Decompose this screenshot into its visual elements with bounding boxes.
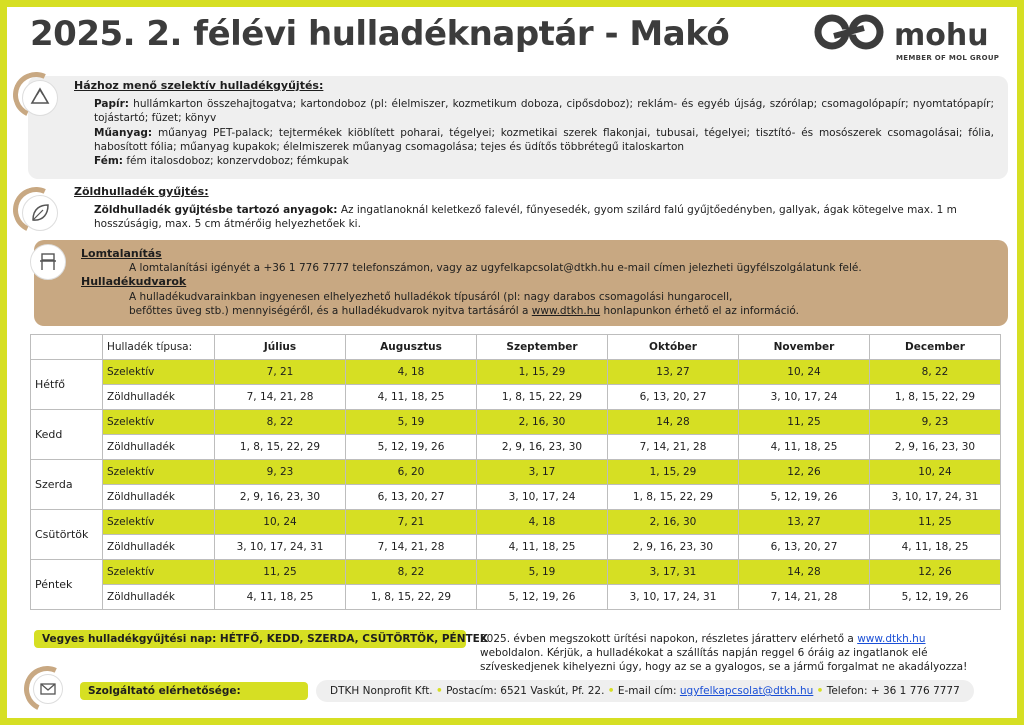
- table-row-selective: [31, 510, 1001, 535]
- selective-dates-cell: 2, 16, 30: [608, 510, 739, 535]
- fem-text: fém italosdoboz; konzervdoboz; fémkupak: [126, 155, 349, 168]
- green-dates-cell: 1, 8, 15, 22, 29: [870, 385, 1001, 410]
- contact-label: Szolgáltató elérhetősége:: [80, 682, 308, 700]
- month-header: Augusztus: [346, 335, 477, 360]
- green-dates-cell: 4, 11, 18, 25: [870, 535, 1001, 560]
- green-dates-cell: 2, 9, 16, 23, 30: [477, 435, 608, 460]
- green-dates-cell: 4, 11, 18, 25: [739, 435, 870, 460]
- logo-subtitle: MEMBER OF MOL GROUP: [896, 54, 1000, 62]
- selective-dates-cell: 10, 24: [215, 510, 346, 535]
- table-row-green: [31, 535, 1001, 560]
- month-header: Július: [215, 335, 346, 360]
- table-row-green: [31, 585, 1001, 610]
- contact-bar: DTKH Nonprofit Kft. • Postacím: 6521 Vaskút, Pf. 22. • E-mail cím: ugyfelkapcsolat@dtkh.hu • Telefon: + 36 1 776 7777: [316, 680, 974, 702]
- green-dates-cell: 1, 8, 15, 22, 29: [346, 585, 477, 610]
- selective-title: Házhoz menő szelektív hulladékgyűjtés:: [74, 79, 324, 92]
- page-title: 2025. 2. félévi hulladéknaptár - Makó: [30, 14, 730, 54]
- yards-text-b-part: befőttes üveg stb.) mennyiségéről, és a hulladékudvarok nyitva tartásáról a: [129, 304, 529, 317]
- calendar-table: [30, 334, 1001, 610]
- bulky-text: A lomtalanítási igényét a +36 1 776 7777 telefonszámon, vagy az ugyfelkapcsolat@dtkh.hu e-mail címen jelezheti ügyfélszolgálatunk felé.: [129, 262, 862, 275]
- table-row-selective: [31, 460, 1001, 485]
- table-row-selective: [31, 360, 1001, 385]
- selective-dates-cell: 8, 22: [215, 410, 346, 435]
- selective-dates-cell: 4, 18: [477, 510, 608, 535]
- green-dates-cell: 5, 12, 19, 26: [477, 585, 608, 610]
- type-cell-green: Zöldhulladék: [103, 435, 215, 460]
- selective-dates-cell: 13, 27: [739, 510, 870, 535]
- leaf-icon: [22, 195, 58, 231]
- green-dates-cell: 6, 13, 20, 27: [739, 535, 870, 560]
- type-cell-green: Zöldhulladék: [103, 535, 215, 560]
- mixed-waste-days: Vegyes hulladékgyűjtési nap: HÉTFŐ, KEDD, SZERDA, CSÜTÖRTÖK, PÉNTEK: [34, 630, 466, 648]
- selective-dates-cell: 1, 15, 29: [608, 460, 739, 485]
- mohu-logo-icon: [812, 12, 892, 62]
- green-dates-cell: 4, 11, 18, 25: [215, 585, 346, 610]
- yards-text-c: honlapunkon érhető el az információ.: [603, 304, 799, 317]
- green-description: [94, 203, 994, 231]
- notice-text-a: 2025. évben megszokott ürítési napokon, részletes járatterv elérhető a: [480, 633, 854, 645]
- green-dates-cell: 1, 8, 15, 22, 29: [477, 385, 608, 410]
- dtkh-link[interactable]: www.dtkh.hu: [531, 304, 601, 317]
- month-header: Szeptember: [477, 335, 608, 360]
- fem-label: Fém:: [94, 155, 124, 168]
- type-cell-selective: Szelektív: [103, 410, 215, 435]
- yards-text-a: A hulladékudvarainkban ingyenesen elhelyezhető hulladékok típusáról (pl: nagy darabos csomagolási hungarocell,: [129, 290, 733, 303]
- furniture-icon: [30, 244, 66, 280]
- table-row-green: [31, 435, 1001, 460]
- green-dates-cell: 2, 9, 16, 23, 30: [608, 535, 739, 560]
- schedule-notice: [480, 632, 978, 675]
- selective-dates-cell: 12, 26: [739, 460, 870, 485]
- green-dates-cell: 3, 10, 17, 24: [739, 385, 870, 410]
- green-dates-cell: 5, 12, 19, 26: [870, 585, 1001, 610]
- green-dates-cell: 1, 8, 15, 22, 29: [608, 485, 739, 510]
- green-dates-cell: 3, 10, 17, 24, 31: [215, 535, 346, 560]
- contact-email-link[interactable]: ugyfelkapcsolat@dtkh.hu: [679, 685, 814, 697]
- selective-dates-cell: 11, 25: [739, 410, 870, 435]
- papir-text: hullámkarton összehajtogatva; kartondoboz (pl: élelmiszer, kozmetikum doboza, cipősdoboz); reklám- és egyéb újság, szórólap; csomagolópapír; nyomtatópapír; tojástartó; füzet; könyv: [94, 98, 994, 125]
- selective-dates-cell: 13, 27: [608, 360, 739, 385]
- green-dates-cell: 3, 10, 17, 24: [477, 485, 608, 510]
- green-dates-cell: 4, 11, 18, 25: [477, 535, 608, 560]
- selective-dates-cell: 14, 28: [739, 560, 870, 585]
- selective-muanyag: [94, 126, 994, 154]
- type-header: Hulladék típusa:: [103, 335, 215, 360]
- selective-dates-cell: 8, 22: [870, 360, 1001, 385]
- table-row-selective: [31, 410, 1001, 435]
- selective-dates-cell: 11, 25: [870, 510, 1001, 535]
- notice-text-b: weboldalon. Kérjük, a hulladékokat a szállítás napján reggel 6 óráig az ingatlanok elé szíveskedjenek kihelyezni úgy, hogy az se a gyalogos, se a jármű forgalmat ne akadályozza!: [480, 647, 968, 674]
- selective-dates-cell: 5, 19: [477, 560, 608, 585]
- green-dates-cell: 3, 10, 17, 24, 31: [870, 485, 1001, 510]
- selective-dates-cell: 1, 15, 29: [477, 360, 608, 385]
- day-cell: Szerda: [31, 460, 103, 510]
- recycle-icon: [22, 80, 58, 116]
- month-header: December: [870, 335, 1001, 360]
- table-row-green: [31, 385, 1001, 410]
- green-dates-cell: 4, 11, 18, 25: [346, 385, 477, 410]
- green-dates-cell: 7, 14, 21, 28: [608, 435, 739, 460]
- selective-dates-cell: 7, 21: [215, 360, 346, 385]
- muanyag-text: műanyag PET-palack; tejtermékek kiöblített poharai, tégelyei; kozmetikai szerek flakonjai, tubusai, tégelyei; tisztító- és mosószerek csomagolásai; fólia, habosított fólia; műanyag kupakok; élelmiszerek műanyag csomagolása; tejes és üdítős többrétegű italoskarton: [94, 126, 994, 153]
- selective-dates-cell: 5, 19: [346, 410, 477, 435]
- selective-dates-cell: 6, 20: [346, 460, 477, 485]
- contact-phone: Telefon: + 36 1 776 7777: [826, 685, 960, 697]
- contact-postal: Postacím: 6521 Vaskút, Pf. 22.: [446, 685, 605, 697]
- logo-word: mohu: [894, 18, 989, 53]
- selective-dates-cell: 12, 26: [870, 560, 1001, 585]
- selective-dates-cell: 9, 23: [215, 460, 346, 485]
- green-dates-cell: 2, 9, 16, 23, 30: [215, 485, 346, 510]
- selective-dates-cell: 11, 25: [215, 560, 346, 585]
- selective-dates-cell: 14, 28: [608, 410, 739, 435]
- selective-dates-cell: 10, 24: [739, 360, 870, 385]
- contact-company: DTKH Nonprofit Kft.: [330, 685, 433, 697]
- month-header: November: [739, 335, 870, 360]
- type-cell-selective: Szelektív: [103, 460, 215, 485]
- green-dates-cell: 2, 9, 16, 23, 30: [870, 435, 1001, 460]
- selective-dates-cell: 10, 24: [870, 460, 1001, 485]
- green-title: Zöldhulladék gyűjtés:: [74, 185, 209, 198]
- green-dates-cell: 7, 14, 21, 28: [215, 385, 346, 410]
- green-dates-cell: 6, 13, 20, 27: [346, 485, 477, 510]
- day-cell: Hétfő: [31, 360, 103, 410]
- muanyag-label: Műanyag:: [94, 126, 153, 139]
- green-dates-cell: 7, 14, 21, 28: [346, 535, 477, 560]
- green-dates-cell: 5, 12, 19, 26: [739, 485, 870, 510]
- green-dates-cell: 5, 12, 19, 26: [346, 435, 477, 460]
- green-text: Az ingatlanoknál keletkező falevél, fűnyesedék, gyom szilárd falú gyűjtőedényben, gallyak, ágak kötegelve max. 1 m hosszúságig, max. 5 cm átmérőig helyezhetőek ki.: [94, 204, 957, 231]
- green-dates-cell: 1, 8, 15, 22, 29: [215, 435, 346, 460]
- selective-dates-cell: 8, 22: [346, 560, 477, 585]
- day-cell: Kedd: [31, 410, 103, 460]
- calendar-header-row: [31, 335, 1001, 360]
- green-dates-cell: 7, 14, 21, 28: [739, 585, 870, 610]
- table-row-selective: [31, 560, 1001, 585]
- yards-text-b: [129, 304, 1001, 318]
- contact-icon: [33, 674, 63, 704]
- green-dates-cell: 3, 10, 17, 24, 31: [608, 585, 739, 610]
- selective-dates-cell: 2, 16, 30: [477, 410, 608, 435]
- month-header: Október: [608, 335, 739, 360]
- selective-dates-cell: 7, 21: [346, 510, 477, 535]
- selective-papir: [94, 97, 994, 125]
- day-cell: Csütörtök: [31, 510, 103, 560]
- selective-dates-cell: 4, 18: [346, 360, 477, 385]
- mohu-logo: [812, 12, 1002, 64]
- papir-label: Papír:: [94, 98, 129, 111]
- table-row-green: [31, 485, 1001, 510]
- type-cell-green: Zöldhulladék: [103, 385, 215, 410]
- bulky-title: Lomtalanítás: [81, 247, 162, 260]
- type-cell-green: Zöldhulladék: [103, 585, 215, 610]
- selective-dates-cell: 3, 17, 31: [608, 560, 739, 585]
- green-dates-cell: 6, 13, 20, 27: [608, 385, 739, 410]
- type-cell-selective: Szelektív: [103, 560, 215, 585]
- selective-fem: [94, 154, 994, 168]
- green-label: Zöldhulladék gyűjtésbe tartozó anyagok:: [94, 204, 338, 217]
- day-cell: Péntek: [31, 560, 103, 610]
- corner-cell: [31, 335, 103, 360]
- type-cell-selective: Szelektív: [103, 360, 215, 385]
- selective-dates-cell: 3, 17: [477, 460, 608, 485]
- notice-link[interactable]: www.dtkh.hu: [857, 633, 926, 645]
- contact-email-label: E-mail cím:: [617, 685, 677, 697]
- selective-dates-cell: 9, 23: [870, 410, 1001, 435]
- type-cell-green: Zöldhulladék: [103, 485, 215, 510]
- yards-title: Hulladékudvarok: [81, 275, 187, 289]
- type-cell-selective: Szelektív: [103, 510, 215, 535]
